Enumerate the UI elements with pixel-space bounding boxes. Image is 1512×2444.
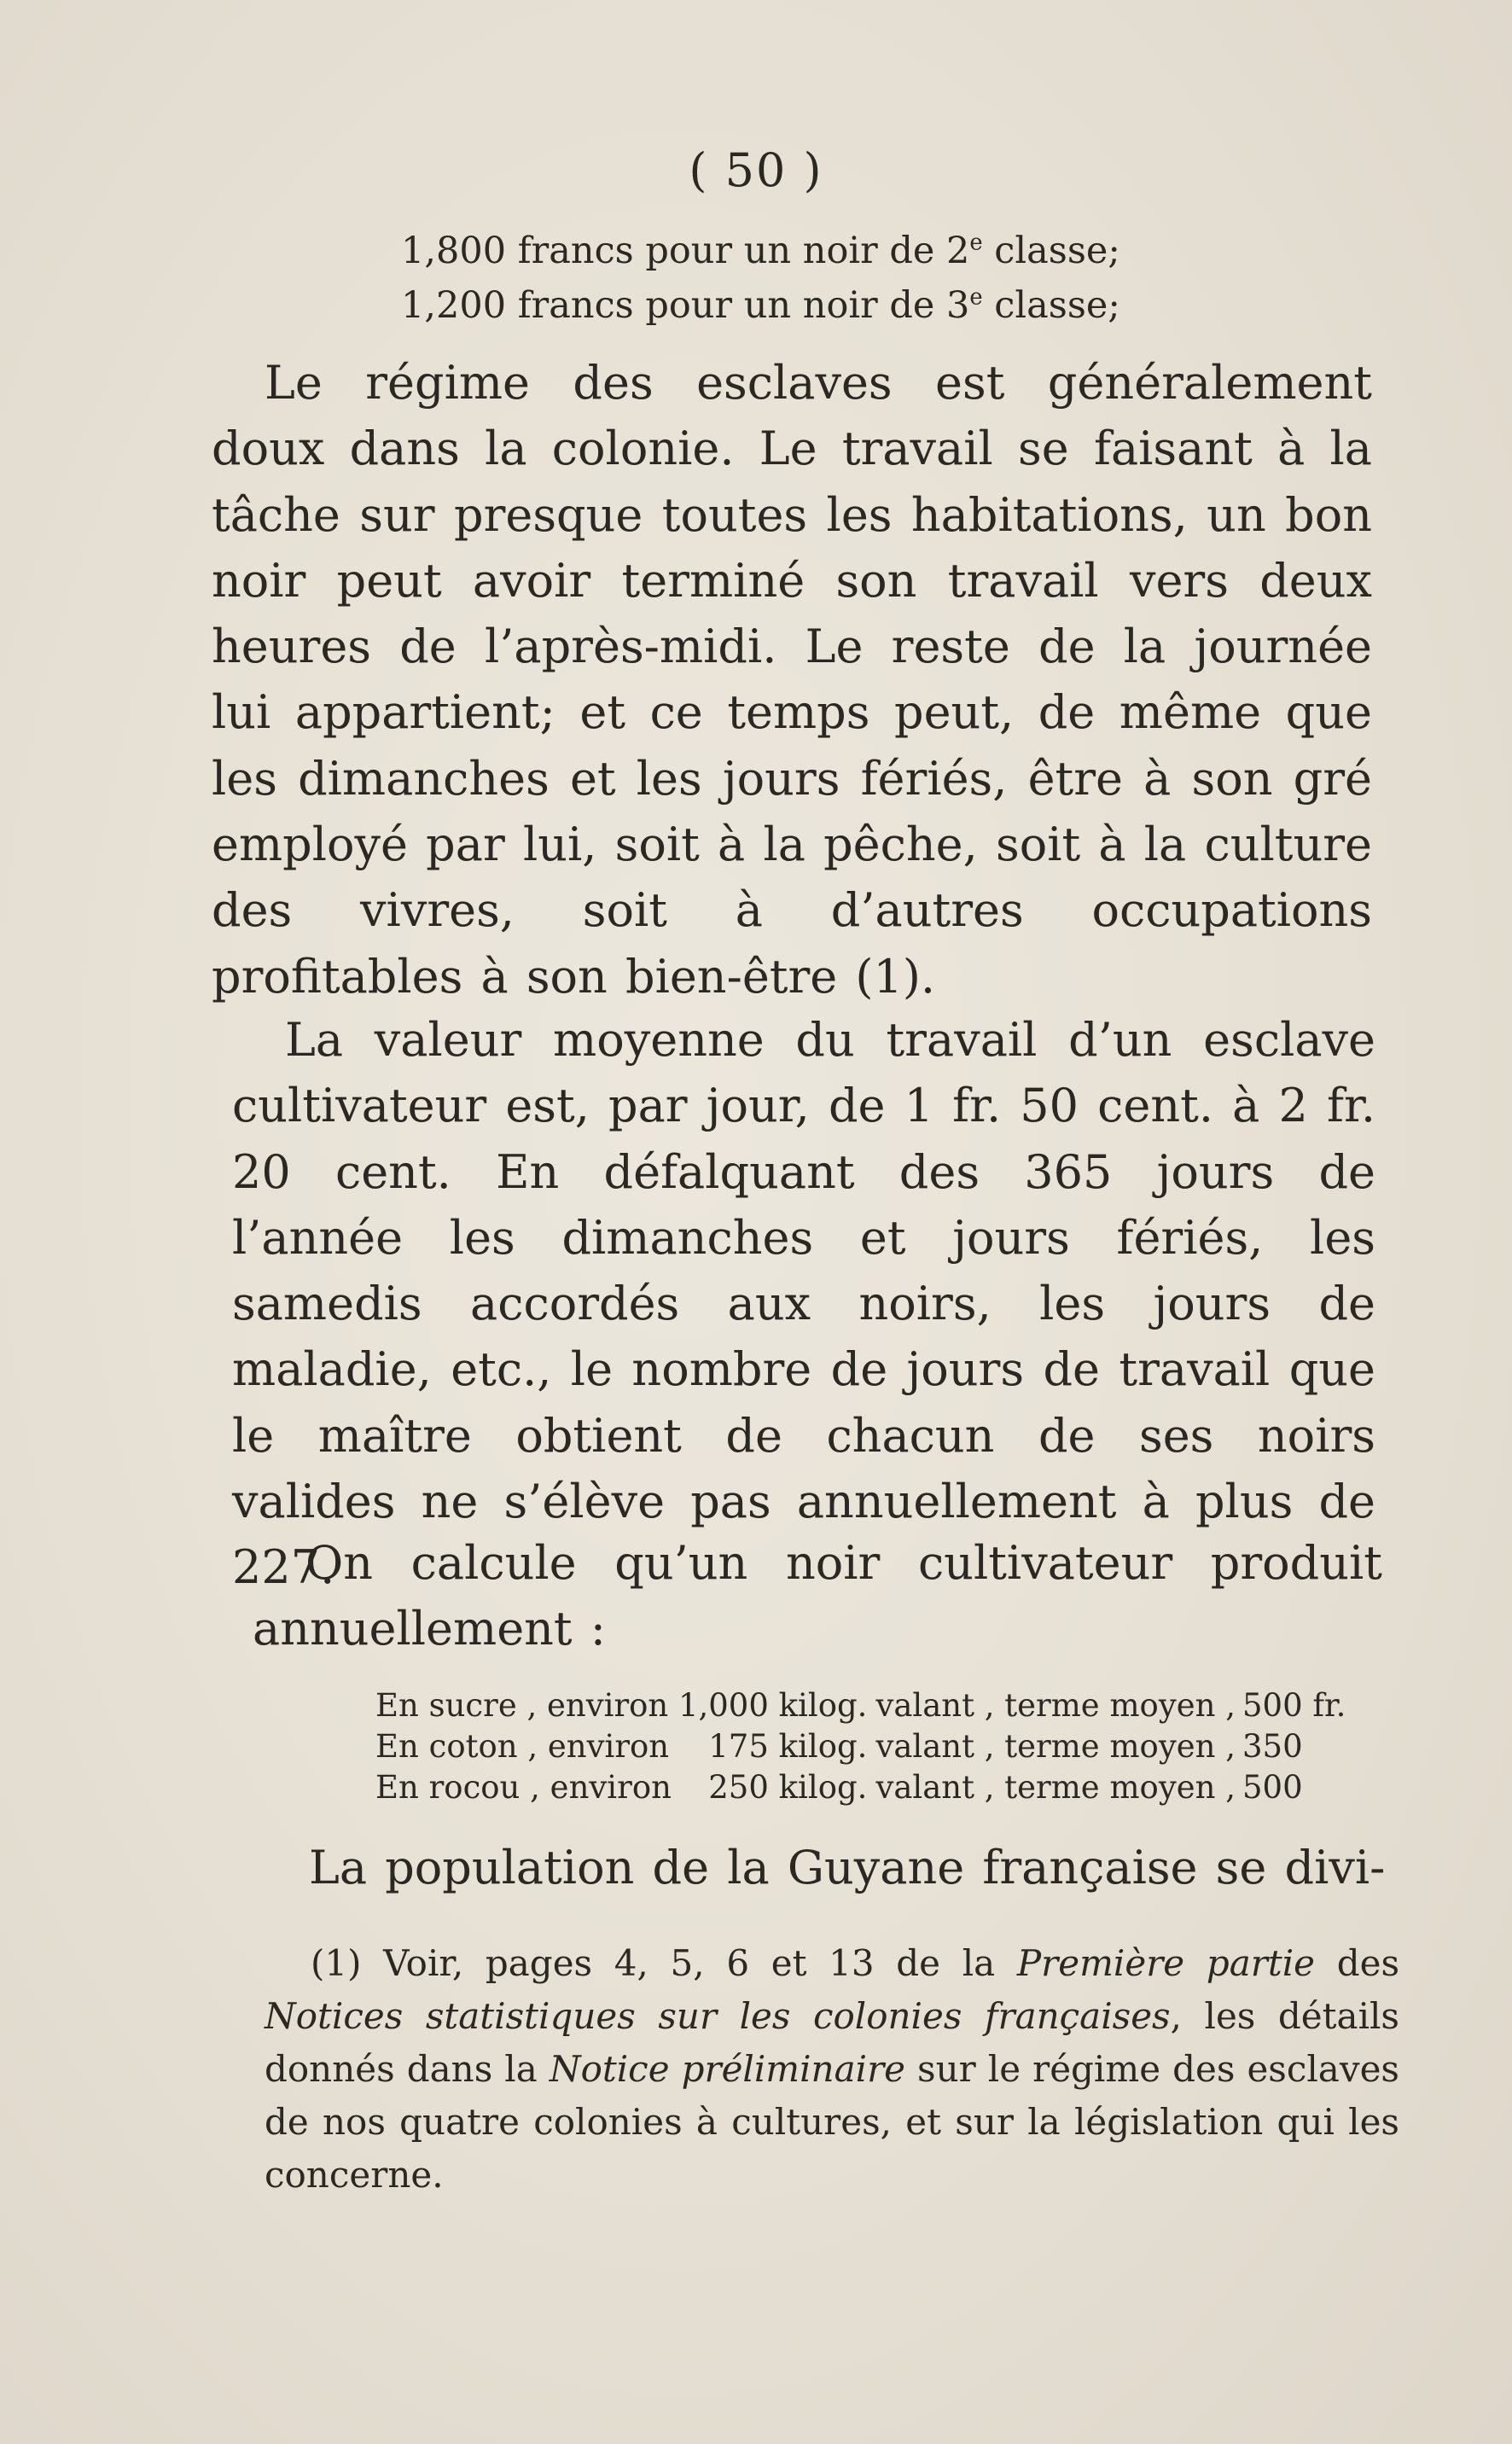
table-row: En coton , environ 175 kilog. valant , terme moyen , 350 <box>375 1728 1303 1765</box>
table-row: En rocou , environ 250 kilog. valant , terme moyen , 500 <box>375 1769 1303 1806</box>
table-row: En sucre , environ 1,000 kilog. valant , terme moyen , 500 fr. <box>375 1687 1346 1724</box>
price-row: 1,200 francs pour un noir de 3e classe; <box>401 284 1120 327</box>
price-list <box>401 224 1120 333</box>
paragraph-slave-regime: Le régime des esclaves est généralement doux dans la colonie. Le travail se faisant à la tâche sur presque toutes les habitations, un bon noir peut avoir terminé son travail vers deux heures de l’après-midi. Le reste de la journée lui appartient; et ce temps peut, de même que les dimanches et les jours fériés, être à son gré employé par lui, soit à la pêche, soit à la culture des vivres, soit à d’autres occupations profitables à son bien-être (1). <box>212 356 1372 1004</box>
produce-table <box>375 1685 1352 1808</box>
footnote: (1) Voir, pages 4, 5, 6 et 13 de la Première partie des Notices statistiques sur les colonies françaises, les détails donnés dans la Notice préliminaire sur le régime des esclaves de nos quatre colonies à cultures, et sur la législation qui les concerne. <box>265 1942 1400 2196</box>
price-row: 1,800 francs pour un noir de 2e classe; <box>401 230 1120 272</box>
paragraph-production: On calcule qu’un noir cultivateur produit annuellement : <box>253 1536 1382 1656</box>
paragraph-labor-value: La valeur moyenne du travail d’un esclave cultivateur est, par jour, de 1 fr. 50 cent. à 2 fr. 20 cent. En défalquant des 365 jours de l’année les dimanches et jours fériés, les samedis accordés aux noirs, les jours de maladie, etc., le nombre de jours de travail que le maître obtient de chacun de ses noirs valides ne s’élève pas annuellement à plus de 227. <box>232 1013 1375 1595</box>
paragraph-population: La population de la Guyane française se divi- <box>309 1841 1386 1894</box>
page-number: ( 50 ) <box>689 143 823 197</box>
